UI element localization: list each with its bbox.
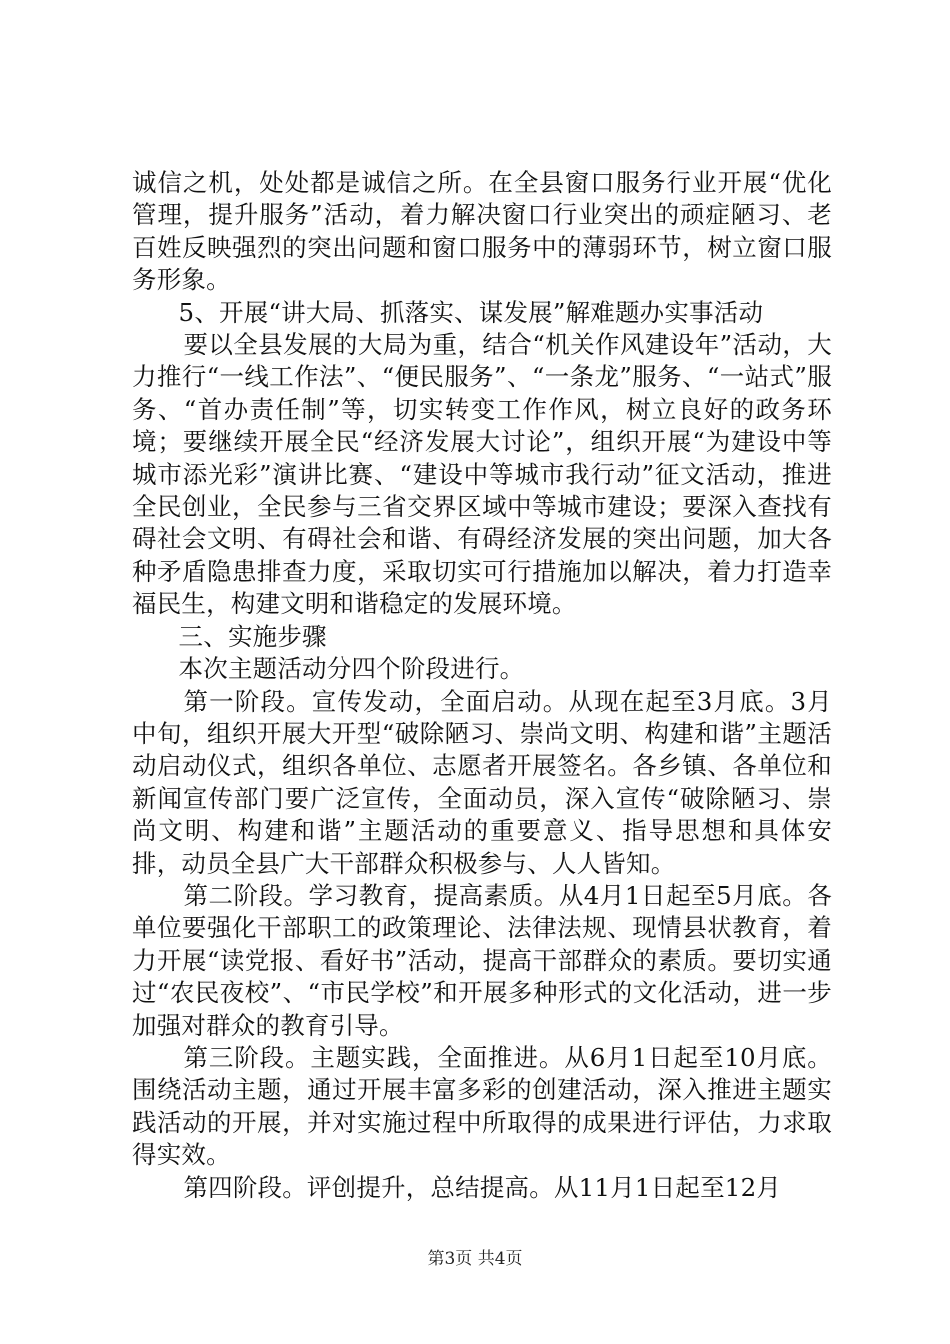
paragraph-window-service: 诚信之机，处处都是诚信之所。在全县窗口服务行业开展“优化管理，提升服务”活动，着力解决窗口行业突出的顽症陋习、老百姓反映强烈的突出问题和窗口服务中的薄弱环节，树立窗口服务形象。 <box>132 168 832 295</box>
page-number-label: 第3页 共4页 <box>427 1249 523 1269</box>
page-footer <box>0 1244 950 1269</box>
paragraph-stage-two: 第二阶段。学习教育，提高素质。从4月1日起至5月底。各单位要强化干部职工的政策理论、法律法规、现情县状教育，着力开展“读党报、看好书”活动，提高干部群众的素质。要切实通过“农民夜校”、“市民学校”和开展多种形式的文化活动，进一步加强对群众的教育引导。 <box>132 880 832 1040</box>
section-heading-steps: 三、实施步骤 <box>178 621 327 651</box>
paragraph-development: 要以全县发展的大局为重，结合“机关作风建设年”活动，大力推行“一线工作法”、“便民服务”、“一条龙”服务、“一站式”服务、“首办责任制”等，切实转变工作作风，树立良好的政务环境；要继续开展全民“经济发展大讨论”，组织开展“为建设中等城市添光彩”演讲比赛、“建设中等城市我行动”征文活动，推进全民创业，全民参与三省交界区域中等城市建设；要深入查找有碍社会文明、有碍社会和谐、有碍经济发展的突出问题，加大各种矛盾隐患排查力度，采取切实可行措施加以解决，着力打造幸福民生，构建文明和谐稳定的发展环境。 <box>132 330 832 619</box>
paragraph-stage-one: 第一阶段。宣传发动，全面启动。从现在起至3月底。3月中旬，组织开展大开型“破除陋习、崇尚文明、构建和谐”主题活动启动仪式，组织各单位、志愿者开展签名。各乡镇、各单位和新闻宣传部门要广泛宣传，全面动员，深入宣传“破除陋习、崇尚文明、构建和谐”主题活动的重要意义、指导思想和具体安排，动员全县广大干部群众积极参与、人人皆知。 <box>132 686 832 878</box>
paragraph-stage-three: 第三阶段。主题实践，全面推进。从6月1日起至10月底。围绕活动主题，通过开展丰富多彩的创建活动，深入推进主题实践活动的开展，并对实施过程中所取得的成果进行评估，力求取得实效。 <box>132 1042 832 1170</box>
document-body <box>132 167 832 1204</box>
paragraph-stage-four: 第四阶段。评创提升，总结提高。从11月1日起至12月 <box>183 1172 782 1202</box>
section-heading-item-5: 5、开展“讲大局、抓落实、谋发展”解难题办实事活动 <box>178 297 764 327</box>
paragraph-four-stages: 本次主题活动分四个阶段进行。 <box>178 654 525 684</box>
